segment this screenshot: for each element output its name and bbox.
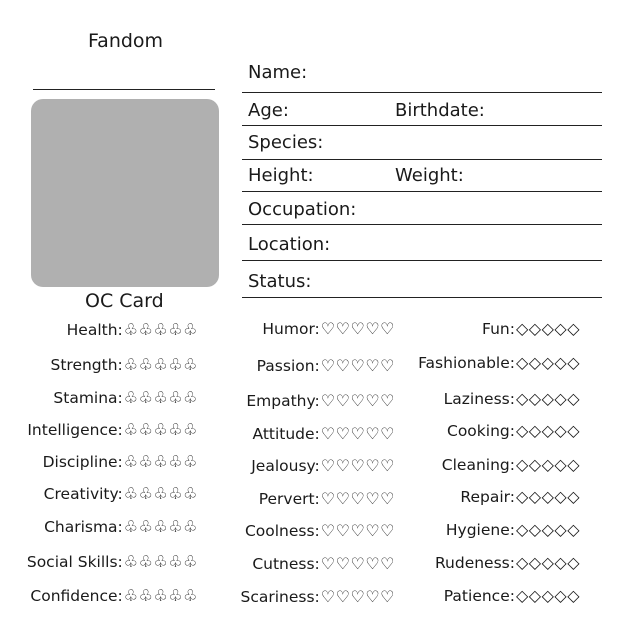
- stat-label: Attitude:: [252, 424, 320, 443]
- stat-label: Fun:: [482, 319, 515, 338]
- diamond-icon: ◇◇◇◇◇: [515, 389, 580, 408]
- club-icon: ♧♧♧♧♧: [123, 586, 198, 605]
- stat-label: Repair:: [460, 487, 515, 506]
- weight-label: Weight:: [395, 165, 464, 186]
- stat-label: Discipline:: [42, 452, 123, 471]
- club-icon: ♧♧♧♧♧: [123, 517, 198, 536]
- heart-icon: ♡♡♡♡♡: [320, 424, 395, 443]
- heart-icon: ♡♡♡♡♡: [320, 587, 395, 606]
- stat-cutness: [252, 554, 395, 573]
- diamond-icon: ◇◇◇◇◇: [515, 520, 580, 539]
- diamond-icon: ◇◇◇◇◇: [515, 487, 580, 506]
- stat-label: Health:: [66, 320, 123, 339]
- stat-label: Cooking:: [447, 421, 515, 440]
- fandom-label: Fandom: [88, 30, 164, 52]
- stat-confidence: [30, 586, 198, 605]
- club-icon: ♧♧♧♧♧: [123, 388, 198, 407]
- species-line: [242, 159, 602, 160]
- stat-social-skills: [27, 552, 198, 571]
- stat-laziness: [444, 389, 580, 408]
- club-icon: ♧♧♧♧♧: [123, 484, 198, 503]
- stat-stamina: [53, 388, 198, 407]
- location-label: Location:: [248, 234, 331, 255]
- stat-cleaning: [442, 455, 580, 474]
- stat-label: Pervert:: [258, 489, 320, 508]
- stat-label: Hygiene:: [445, 520, 515, 539]
- stat-label: Strength:: [50, 355, 123, 374]
- age-label: Age:: [248, 100, 289, 121]
- stat-label: Fashionable:: [418, 353, 515, 372]
- location-line: [242, 260, 602, 261]
- stat-fun: [482, 319, 580, 338]
- stat-label: Intelligence:: [27, 420, 123, 439]
- stat-label: Empathy:: [246, 391, 320, 410]
- stat-label: Creativity:: [43, 484, 123, 503]
- club-icon: ♧♧♧♧♧: [123, 355, 198, 374]
- stat-scariness: [241, 587, 396, 606]
- club-icon: ♧♧♧♧♧: [123, 420, 198, 439]
- stat-label: Rudeness:: [434, 553, 515, 572]
- species-label: Species:: [248, 132, 324, 153]
- stat-label: Confidence:: [30, 586, 123, 605]
- birthdate-label: Birthdate:: [395, 100, 485, 121]
- stat-label: Scariness:: [240, 587, 320, 606]
- diamond-icon: ◇◇◇◇◇: [515, 455, 580, 474]
- stat-fashionable: [418, 353, 580, 372]
- stat-label: Charisma:: [44, 517, 123, 536]
- stat-patience: [444, 586, 580, 605]
- diamond-icon: ◇◇◇◇◇: [515, 353, 580, 372]
- stat-rudeness: [435, 553, 580, 572]
- name-line: [242, 92, 602, 93]
- stat-label: Humor:: [262, 319, 320, 338]
- age-line: [242, 125, 602, 126]
- status-label: Status:: [248, 271, 312, 292]
- stat-label: Cleaning:: [441, 455, 515, 474]
- stat-label: Cutness:: [252, 554, 320, 573]
- fandom-underline: [33, 89, 215, 90]
- heart-icon: ♡♡♡♡♡: [320, 554, 395, 573]
- occupation-line: [242, 224, 602, 225]
- name-label: Name:: [248, 62, 308, 83]
- stat-label: Coolness:: [244, 521, 320, 540]
- heart-icon: ♡♡♡♡♡: [320, 489, 395, 508]
- diamond-icon: ◇◇◇◇◇: [515, 421, 580, 440]
- stat-repair: [460, 487, 580, 506]
- stat-passion: [257, 356, 395, 375]
- stat-label: Patience:: [443, 586, 515, 605]
- stat-humor: [262, 319, 395, 338]
- heart-icon: ♡♡♡♡♡: [320, 356, 395, 375]
- stat-jealousy: [251, 456, 395, 475]
- club-icon: ♧♧♧♧♧: [123, 552, 198, 571]
- stat-creativity: [44, 484, 198, 503]
- stat-health: [67, 320, 198, 339]
- character-image-placeholder[interactable]: [31, 99, 219, 287]
- diamond-icon: ◇◇◇◇◇: [515, 553, 580, 572]
- heart-icon: ♡♡♡♡♡: [320, 319, 395, 338]
- stat-intelligence: [27, 420, 198, 439]
- stat-charisma: [44, 517, 198, 536]
- stat-attitude: [252, 424, 395, 443]
- stat-label: Passion:: [256, 356, 320, 375]
- club-icon: ♧♧♧♧♧: [123, 320, 198, 339]
- stat-label: Social Skills:: [26, 552, 123, 571]
- club-icon: ♧♧♧♧♧: [123, 452, 198, 471]
- stat-pervert: [259, 489, 395, 508]
- stat-discipline: [43, 452, 198, 471]
- stat-strength: [51, 355, 199, 374]
- diamond-icon: ◇◇◇◇◇: [515, 586, 580, 605]
- height-label: Height:: [248, 165, 314, 186]
- height-line: [242, 191, 602, 192]
- card-title: OC Card: [85, 290, 164, 312]
- heart-icon: ♡♡♡♡♡: [320, 391, 395, 410]
- stat-label: Jealousy:: [251, 456, 320, 475]
- diamond-icon: ◇◇◇◇◇: [515, 319, 580, 338]
- heart-icon: ♡♡♡♡♡: [320, 456, 395, 475]
- occupation-label: Occupation:: [248, 199, 357, 220]
- heart-icon: ♡♡♡♡♡: [320, 521, 395, 540]
- stat-empathy: [246, 391, 395, 410]
- stat-coolness: [245, 521, 395, 540]
- stat-hygiene: [446, 520, 580, 539]
- stat-label: Stamina:: [53, 388, 123, 407]
- stat-cooking: [447, 421, 580, 440]
- stat-label: Laziness:: [443, 389, 515, 408]
- status-line: [242, 297, 602, 298]
